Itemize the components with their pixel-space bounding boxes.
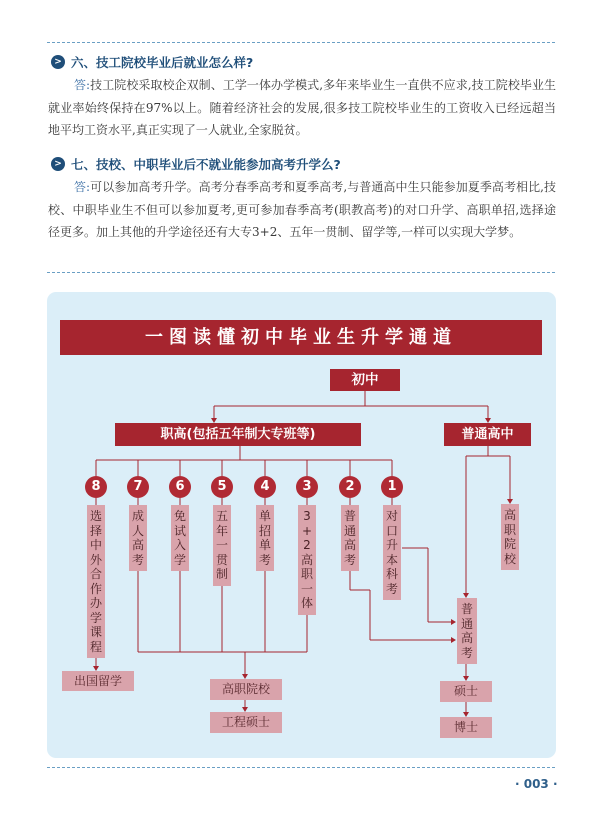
chevron-right-icon: > [51,157,65,171]
study-abroad-node: 出国留学 [62,671,134,691]
label-char: 程 [89,639,102,654]
label-char: 五 [215,509,228,523]
label-char: 考 [258,552,271,567]
label-char: 高 [343,538,356,552]
label-char: 一 [215,538,228,552]
label-char: 贯 [215,552,228,567]
page-number: · 003 · [515,777,558,791]
path-number-7: 7 [127,476,149,498]
label-char: 高 [503,508,516,522]
engineering-master-node: 工程硕士 [210,712,282,733]
label-char: 考 [343,552,356,567]
label-char: 院 [503,537,516,551]
label-char: 年 [215,523,228,538]
label-char: 免 [173,509,186,523]
label-char: 制 [215,567,228,581]
label-char: 高 [460,631,473,645]
label-char: 考 [460,645,473,660]
answer-label: 答: [74,180,91,194]
label-char: 办 [89,596,102,610]
label-char: 高 [300,552,313,567]
label-char: 成 [131,509,144,523]
label-char: + [301,523,313,538]
label-char: 体 [300,596,313,610]
label-char: 中 [89,538,102,552]
label-char: 合 [89,567,102,581]
label-char: 选 [89,509,102,523]
path-label-4 [256,505,274,571]
label-char: 学 [173,552,186,567]
label-char: 普 [343,509,356,523]
path-label-3 [298,505,316,615]
label-char: 科 [385,567,398,581]
label-char: 2 [303,538,311,552]
path-number-3: 3 [296,476,318,498]
node-regular-high: 普通高中 [444,423,531,446]
path-number-8: 8 [85,476,107,498]
node-junior-high: 初中 [330,369,400,391]
label-char: 通 [343,523,356,538]
master-node: 硕士 [440,681,492,702]
label-char: 人 [131,523,144,538]
label-char: 单 [258,509,271,523]
label-char: 考 [385,581,398,596]
label-char: 考 [131,552,144,567]
label-char: 高 [131,538,144,552]
label-char: 学 [89,610,102,625]
path-label-7 [129,505,147,571]
label-char: 普 [460,602,473,616]
label-char: 课 [89,625,102,639]
label-char: 本 [385,552,398,567]
label-char: 单 [258,538,271,552]
path-label-5 [213,505,231,586]
question-6-title: 六、技工院校毕业后就业怎么样? [71,55,254,70]
label-char: 招 [258,523,271,538]
path-label-6 [171,505,189,571]
label-char: 职 [300,567,313,581]
path-number-2: 2 [339,476,361,498]
path-label-8 [87,505,105,658]
path-number-1: 1 [381,476,403,498]
path-label-1 [383,505,401,600]
diagram-title: 一图读懂初中毕业生升学通道 [60,320,542,355]
path-label-2 [341,505,359,571]
question-7-title: 七、技校、中职毕业后不就业能参加高考升学么? [71,157,341,172]
answer-7-text: 可以参加高考升学。高考分春季高考和夏季高考,与普通高中生只能参加夏季高考相比,技校、中职毕业生不但可以参加夏考,更可参加春季高考(职教高考)的对口升学、高职单招,选择途径更多。加上其他的升学途径还有大专3+2、五年一贯制、留学等,一样可以实现大学梦。 [48,180,556,239]
gaokao-node [457,598,477,664]
label-char: 择 [89,523,102,538]
answer-6-text: 技工院校采取校企双制、工学一体办学模式,多年来毕业生一直供不应求,技工院校毕业生就业率始终保持在97%以上。随着经济社会的发展,很多技工院校毕业生的工资收入已经远超当地平均工资水平,真正实现了一人就业,全家脱贫。 [48,78,556,137]
label-char: 试 [173,523,186,538]
label-char: 升 [385,538,398,552]
label-char: 通 [460,616,473,631]
label-char: 入 [173,538,186,552]
chevron-right-icon: > [51,55,65,69]
label-char: 一 [300,581,313,596]
vocational-college-node: 高职院校 [210,679,282,700]
label-char: 外 [89,552,102,567]
label-char: 3 [303,509,311,523]
answer-label: 答: [74,78,91,92]
path-number-4: 4 [254,476,276,498]
right-vocational-college [501,504,519,570]
label-char: 校 [503,551,516,566]
path-number-5: 5 [211,476,233,498]
label-char: 对 [385,509,398,523]
label-char: 作 [89,581,102,596]
doctor-node: 博士 [440,717,492,738]
path-number-6: 6 [169,476,191,498]
label-char: 口 [385,523,398,538]
label-char: 职 [503,522,516,537]
node-vocational-high: 职高(包括五年制大专班等) [115,423,361,446]
